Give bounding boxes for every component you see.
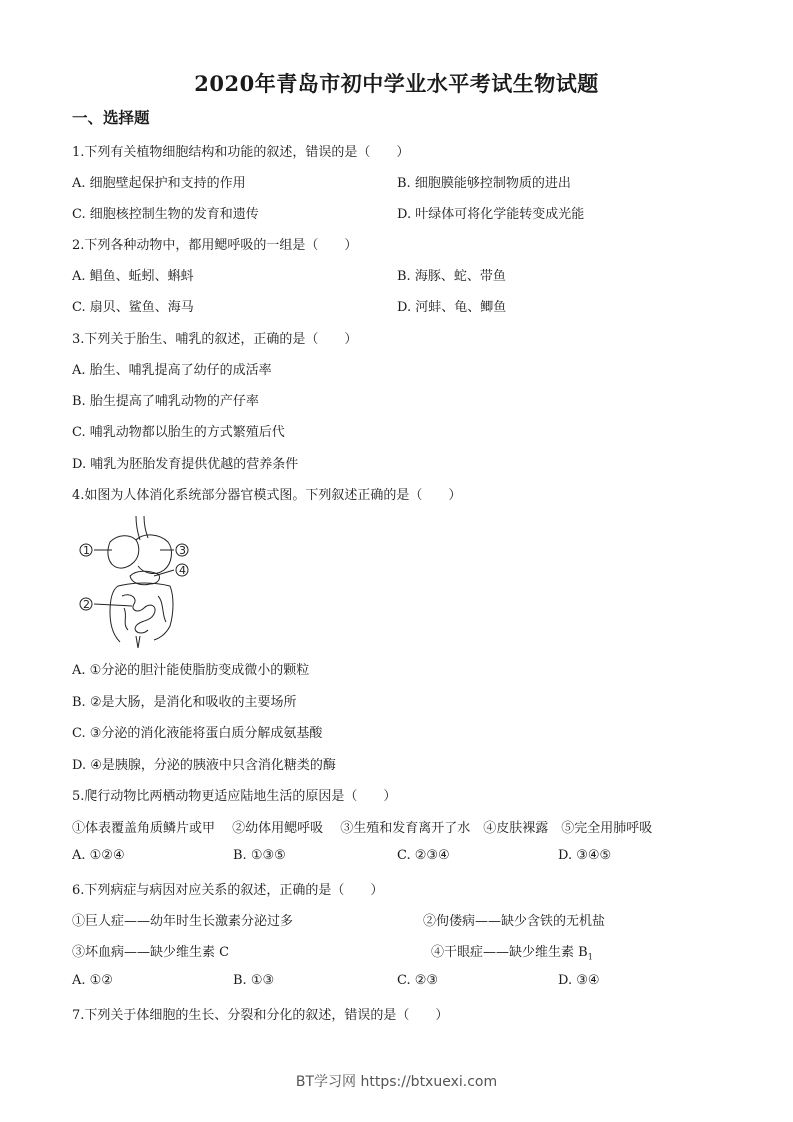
- question-3-option-b: B. 胎生提高了哺乳动物的产仔率: [72, 394, 259, 409]
- question-2-option-c: C. 扇贝、鲨鱼、海马: [72, 300, 194, 315]
- figure-label-2: 2: [83, 598, 90, 611]
- question-4-option-c: C. ③分泌的消化液能将蛋白质分解成氨基酸: [72, 726, 323, 741]
- question-1-option-b: B. 细胞膜能够控制物质的进出: [397, 176, 571, 191]
- question-7-stem: 7.下列关于体细胞的生长、分裂和分化的叙述，错误的是（ ）: [72, 1008, 449, 1023]
- footer-watermark: BT学习网 https://btxuexi.com: [295, 1074, 498, 1090]
- question-3-option-a: A. 胎生、哺乳提高了幼仔的成活率: [72, 363, 272, 378]
- figure-label-3: 3: [179, 544, 186, 557]
- question-1-option-a: A. 细胞壁起保护和支持的作用: [72, 176, 246, 191]
- question-5-option-a: A. ①②④: [72, 848, 125, 863]
- question-5-option-d: D. ③④⑤: [558, 848, 612, 863]
- question-2-option-a: A. 鲳鱼、蚯蚓、蝌蚪: [72, 269, 194, 284]
- question-3-option-d: D. 哺乳为胚胎发育提供优越的营养条件: [72, 457, 299, 472]
- question-4-option-b: B. ②是大肠，是消化和吸收的主要场所: [72, 695, 297, 710]
- page-title: 2020年青岛市初中学业水平考试生物试题: [194, 71, 599, 96]
- question-6-statement-4: [431, 941, 593, 962]
- question-6-option-d: D. ③④: [558, 973, 600, 988]
- question-6-option-b: B. ①③: [233, 973, 275, 988]
- question-2-option-b: B. 海豚、蛇、带鱼: [397, 269, 506, 284]
- question-4-option-d: D. ④是胰腺，分泌的胰液中只含消化糖类的酶: [72, 758, 336, 773]
- section-heading: 一、选择题: [72, 108, 150, 127]
- question-6-option-c: C. ②③: [397, 973, 439, 988]
- question-6-stem: 6.下列病症与病因对应关系的叙述，正确的是（ ）: [72, 883, 384, 898]
- question-6-statement-2: ②佝偻病——缺少含铁的无机盐: [423, 914, 606, 929]
- digestive-system-diagram-icon: [74, 516, 204, 648]
- question-6-statement-1: ①巨人症——幼年时生长激素分泌过多: [72, 914, 294, 929]
- question-5-option-b: B. ①③⑤: [233, 848, 286, 863]
- question-5-statements: ①体表覆盖角质鳞片或甲 ②幼体用鳃呼吸 ③生殖和发育离开了水 ④皮肤裸露 ⑤完全用肺呼吸: [72, 821, 653, 836]
- question-5-option-c: C. ②③④: [397, 848, 450, 863]
- question-1-stem: 1.下列有关植物细胞结构和功能的叙述，错误的是（ ）: [72, 145, 410, 160]
- question-6-statement-3: ③坏血病——缺少维生素 C: [72, 945, 230, 960]
- digestive-system-figure: [74, 516, 204, 648]
- question-3-stem: 3.下列关于胎生、哺乳的叙述，正确的是（ ）: [72, 332, 358, 347]
- question-2-option-d: D. 河蚌、龟、鲫鱼: [397, 300, 507, 315]
- question-4-option-a: A. ①分泌的胆汁能使脂肪变成微小的颗粒: [72, 663, 310, 678]
- question-1-option-c: C. 细胞核控制生物的发育和遗传: [72, 207, 259, 222]
- question-5-stem: 5.爬行动物比两栖动物更适应陆地生活的原因是（ ）: [72, 789, 397, 804]
- question-6-statement-4-text: ④干眼症——缺少维生素 B: [431, 945, 588, 960]
- question-3-option-c: C. 哺乳动物都以胎生的方式繁殖后代: [72, 425, 285, 440]
- figure-label-4: 4: [179, 564, 186, 577]
- question-4-stem: 4.如图为人体消化系统部分器官模式图。下列叙述正确的是（ ）: [72, 488, 462, 503]
- subscript: 1: [587, 952, 593, 962]
- figure-label-1: 1: [83, 544, 90, 557]
- question-1-option-d: D. 叶绿体可将化学能转变成光能: [397, 207, 585, 222]
- question-2-stem: 2.下列各种动物中，都用鳃呼吸的一组是（ ）: [72, 238, 358, 253]
- question-6-option-a: A. ①②: [72, 973, 113, 988]
